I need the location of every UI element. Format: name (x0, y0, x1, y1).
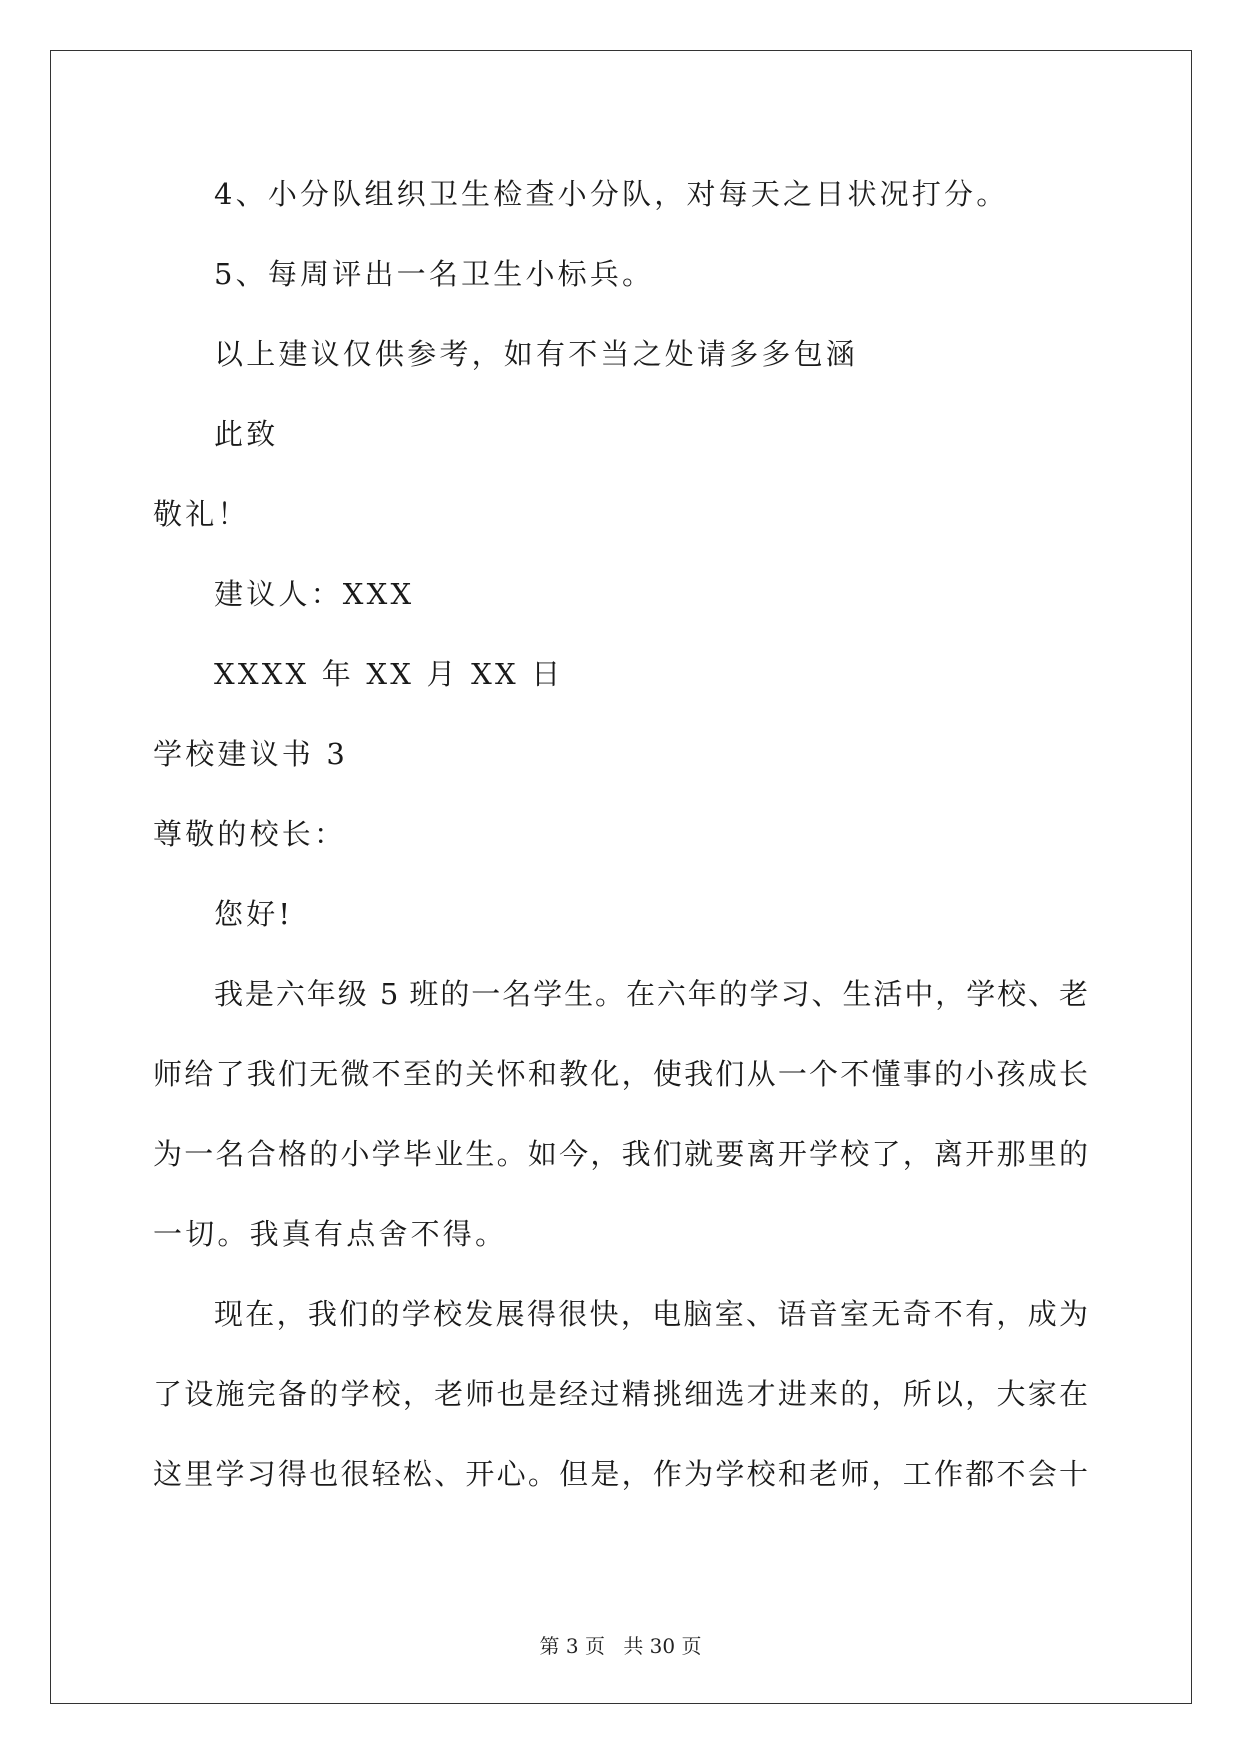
text-line: 5、每周评出一名卫生小标兵。 (214, 257, 655, 291)
text-line: XXXX 年 XX 月 XX 日 (214, 657, 564, 691)
text-line: 此致 (214, 417, 279, 451)
text-line: 师给了我们无微不至的关怀和教化，使我们从一个不懂事的小孩成长 (153, 1057, 1088, 1091)
text-line: 现在，我们的学校发展得很快，电脑室、语音室无奇不有，成为 (214, 1297, 1088, 1331)
text-line: 学校建议书 3 (153, 737, 349, 771)
text-line: 一切。我真有点舍不得。 (153, 1217, 508, 1251)
document-body (153, 166, 1088, 1526)
text-line: 了设施完备的学校，老师也是经过精挑细选才进来的，所以，大家在 (153, 1377, 1088, 1411)
text-line: 建议人：XXX (214, 577, 415, 611)
text-line: 我是六年级 5 班的一名学生。在六年的学习、生活中，学校、老 (214, 977, 1088, 1011)
page-number: 第 3 页 (539, 1634, 605, 1658)
text-line: 您好! (214, 897, 294, 931)
text-line: 以上建议仅供参考，如有不当之处请多多包涵 (214, 337, 859, 371)
page-total: 共 30 页 (623, 1634, 702, 1658)
text-line: 敬礼！ (153, 497, 250, 531)
page-footer (0, 1630, 1241, 1659)
text-line: 为一名合格的小学毕业生。如今，我们就要离开学校了，离开那里的 (153, 1137, 1088, 1171)
text-line: 尊敬的校长： (153, 817, 347, 851)
text-line: 这里学习得也很轻松、开心。但是，作为学校和老师，工作都不会十 (153, 1457, 1088, 1491)
text-line: 4、小分队组织卫生检查小分队，对每天之日状况打分。 (214, 177, 1009, 211)
